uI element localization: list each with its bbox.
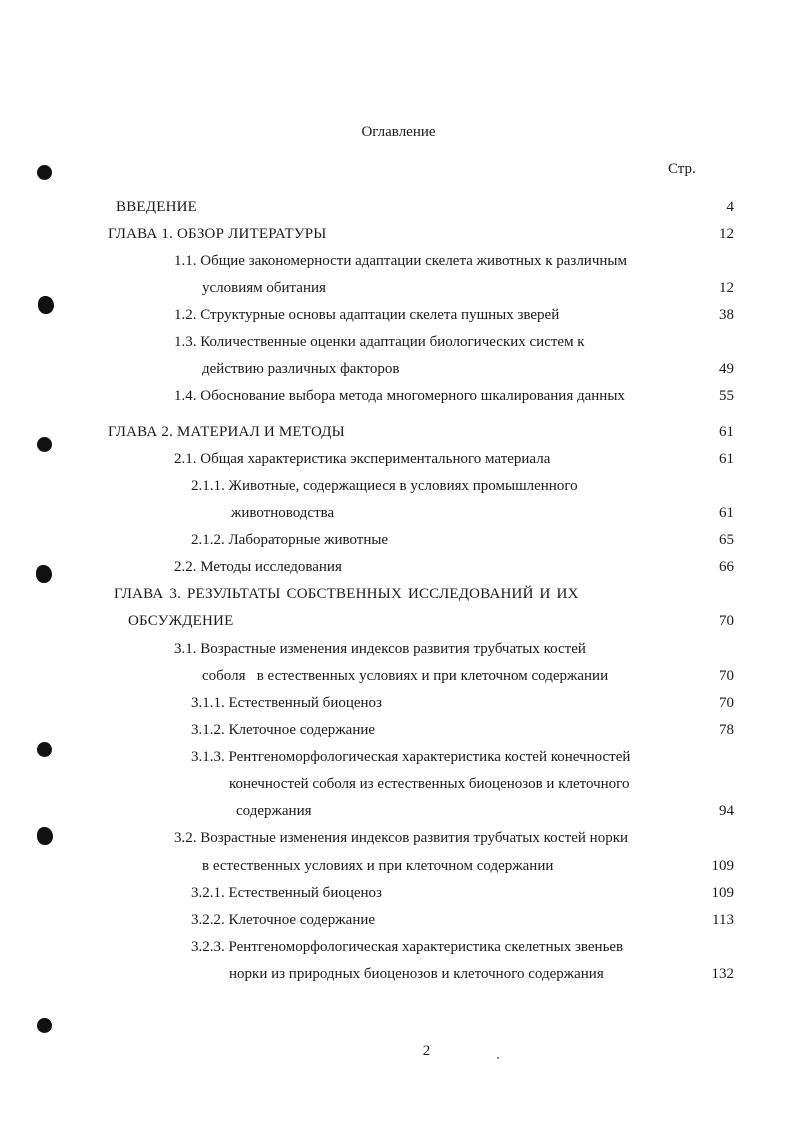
toc-page-number: 38 xyxy=(719,307,734,323)
punch-hole-mark xyxy=(37,742,52,757)
toc-entry: 1.2. Структурные основы адаптации скелета пушных зверей xyxy=(174,307,560,323)
toc-entry: конечностей соболя из естественных биоценозов и клеточного xyxy=(229,776,630,792)
toc-page-number: 132 xyxy=(711,966,734,982)
toc-entry: 3.1.3. Рентгеноморфологическая характеристика костей конечностей xyxy=(191,749,631,765)
toc-page-number: 61 xyxy=(719,451,734,467)
toc-entry: 3.2.2. Клеточное содержание xyxy=(191,912,376,928)
toc-page-number: 109 xyxy=(711,885,734,901)
toc-page-number: 4 xyxy=(726,199,734,215)
page-column-label: Стр. xyxy=(668,161,696,177)
toc-entry: 3.1.1. Естественный биоценоз xyxy=(191,695,382,711)
toc-entry: действию различных факторов xyxy=(202,361,400,377)
punch-hole-mark xyxy=(37,827,53,845)
toc-page-number: 55 xyxy=(719,388,734,404)
scan-speck xyxy=(497,1057,499,1059)
toc-entry: ГЛАВА 2. МАТЕРИАЛ И МЕТОДЫ xyxy=(108,424,345,440)
toc-page-number: 12 xyxy=(719,226,734,242)
punch-hole-mark xyxy=(38,296,54,314)
toc-entry: 1.3. Количественные оценки адаптации биологических систем к xyxy=(174,334,585,350)
toc-page-number: 70 xyxy=(719,695,734,711)
toc-page-number: 109 xyxy=(711,858,734,874)
punch-hole-mark xyxy=(37,165,52,180)
punch-hole-mark xyxy=(36,565,52,583)
toc-page-number: 61 xyxy=(719,424,734,440)
punch-hole-mark xyxy=(37,437,52,452)
toc-entry: ОБСУЖДЕНИЕ xyxy=(128,613,234,629)
toc-page-number: 12 xyxy=(719,280,734,296)
toc-entry: ГЛАВА 1. ОБЗОР ЛИТЕРАТУРЫ xyxy=(108,226,327,242)
toc-entry: 3.2. Возрастные изменения индексов развития трубчатых костей норки xyxy=(174,830,629,846)
toc-page-number: 65 xyxy=(719,532,734,548)
toc-entry: условиям обитания xyxy=(202,280,326,296)
toc-entry: ВВЕДЕНИЕ xyxy=(116,199,197,215)
toc-entry: животноводства xyxy=(231,505,335,521)
toc-entry: 2.1.1. Животные, содержащиеся в условиях промышленного xyxy=(191,478,578,494)
toc-entry: содержания xyxy=(236,803,312,819)
toc-entry: 3.2.3. Рентгеноморфологическая характеристика скелетных звеньев xyxy=(191,939,624,955)
toc-entry: 2.1.2. Лабораторные животные xyxy=(191,532,389,548)
toc-page-number: 70 xyxy=(719,613,734,629)
toc-entry: 2.2. Методы исследования xyxy=(174,559,342,575)
toc-entry: норки из природных биоценозов и клеточного содержания xyxy=(229,966,604,982)
toc-entry: 3.1.2. Клеточное содержание xyxy=(191,722,376,738)
toc-page-number: 49 xyxy=(719,361,734,377)
toc-entry: ГЛАВА 3. РЕЗУЛЬТАТЫ СОБСТВЕННЫХ ИССЛЕДОВАНИЙ И ИХ xyxy=(114,586,579,602)
punch-hole-mark xyxy=(37,1018,52,1033)
toc-page-number: 70 xyxy=(719,668,734,684)
toc-page-number: 78 xyxy=(719,722,734,738)
page-title: Оглавление xyxy=(361,124,436,140)
toc-entry: 2.1. Общая характеристика экспериментального материала xyxy=(174,451,551,467)
toc-entry: 3.1. Возрастные изменения индексов развития трубчатых костей xyxy=(174,641,586,657)
toc-page-number: 113 xyxy=(712,912,734,928)
toc-page-number: 66 xyxy=(719,559,734,575)
toc-entry: 1.4. Обоснование выбора метода многомерного шкалирования данных xyxy=(174,388,625,404)
toc-page-number: 61 xyxy=(719,505,734,521)
toc-entry: соболя в естественных условиях и при клеточном содержании xyxy=(202,668,609,684)
toc-page-number: 94 xyxy=(719,803,734,819)
page-number: 2 xyxy=(422,1043,431,1059)
toc-entry: в естественных условиях и при клеточном содержании xyxy=(202,858,554,874)
toc-entry: 3.2.1. Естественный биоценоз xyxy=(191,885,382,901)
toc-entry: 1.1. Общие закономерности адаптации скелета животных к различным xyxy=(174,253,627,269)
